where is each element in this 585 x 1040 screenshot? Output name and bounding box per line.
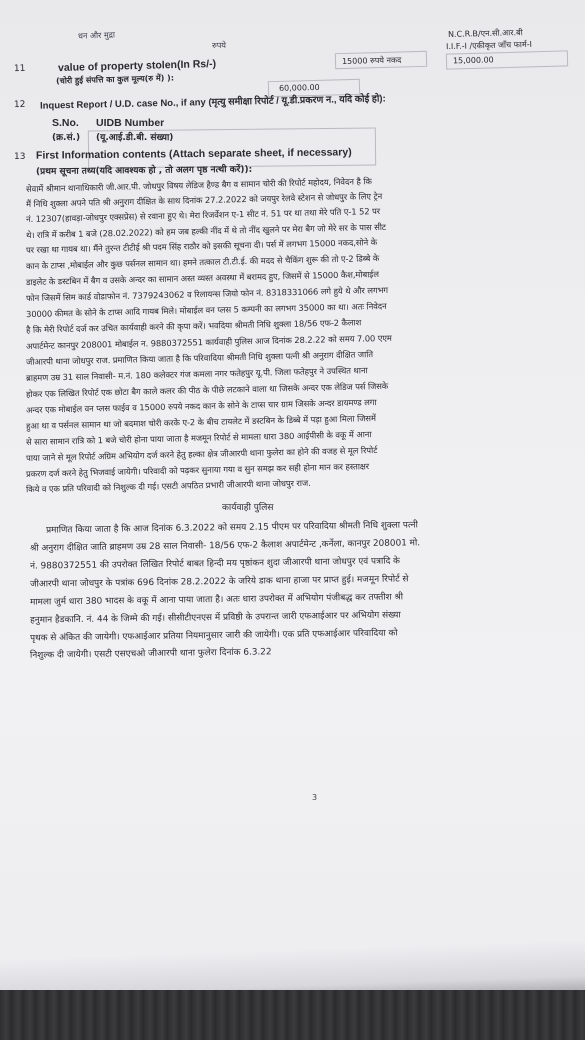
ncrb-top: N.C.R.B/एन.सी.आर.बी — [447, 28, 523, 39]
fir-line-9: 30000 कीमत के सोने के टाप्स आदि गायब मिले। मोबाईल वन प्लस 5 कम्पनी का लगभग 35000 का था। अतः निवेदन — [25, 300, 387, 320]
fir-line-11: अपार्टमेन्ट कानपुर 208001 मोबाईल न. 9880372551 कार्यवाही पुलिस आज दिनांक 28.2.22 को समय 7.00 एएम — [25, 332, 392, 352]
page-number: 3 — [312, 793, 318, 802]
rupees-label: रुपये — [211, 40, 227, 51]
sno-label-hi: (क्र.सं.) — [52, 133, 81, 143]
fir-line-17: से सारा सामान रात्रि को 1 बजे चोरी होना पाया जाता है मजमून रिपोर्ट से मामला धारा 380 आईपीसी के वकू में आना — [25, 429, 372, 447]
para2-line-7: पृथक से अंकित की जायेगी। एफआईआर प्रतिया नियमानुसार जारी की जायेगी। एक प्रति एफआईआर परिवादिया को — [29, 628, 398, 644]
fir-item-no: 13 — [14, 152, 26, 162]
fir-line-20: किये व एक प्रति परिवादी को निशुल्क दी गई। एसटी अपठित प्रभारी जीआरपी थाना जोधपुर राज. — [25, 477, 311, 495]
fir-line-16: हुआ था व पर्सनल सामान था जो बदमाश चोरी करके ए-2 के बीच टायलेट में डस्टबिन के डिब्बे में पड़ा हुआ मिला जिसमें — [25, 413, 376, 431]
fir-line-10: है कि मेरी रिपोर्ट दर्ज कर उचित कार्यवाही करने की कृपा करें। भवदिया श्रीमती निधि शुक्ला 18/56 एफ-2 कैलाश — [25, 317, 362, 335]
action-heading: कार्यवाही पुलिस — [222, 503, 274, 513]
property-value-label: value of property stolen(In Rs/-) — [57, 57, 217, 75]
para2-line-4: जीआरपी थाना जोधपुर के पत्रांक 696 दिनांक 28.2.2022 के जरिये डाक थाना हाजा पर प्राप्त हुई। मजमून रिपोर्ट से — [29, 574, 409, 590]
property-item-no: 11 — [13, 63, 26, 75]
cash-amount: 15000 रुपये नकद — [341, 55, 402, 67]
fir-line-19: प्रकरण दर्ज करने हेतु भिजवाई जायेगी। परिवादी को पढ़कर सुनाया गया व सुन समझ कर सही होना मान कर हस्ताक्षर — [25, 461, 370, 479]
fir-line-5: पर रखा था गायब था। मैंने तुरन्त टीटीई श्री पदम सिंह राठौर को इसकी सूचना दी। पर्स में लगभग 15000 नकद,सोने के — [25, 237, 378, 255]
fir-line-8: फोन जिसमें सिम कार्ड वोडाफोन नं. 7379243062 व रिलायन्स जियो फोन नं. 8318331066 लगे हुये थे और लगभग — [25, 284, 389, 304]
inquest-label: Inquest Report / U.D. case No., if any (मृत्यु समीक्षा रिपोर्ट / यू.डी.प्रकरण न., यदि कोई हो): — [39, 93, 386, 112]
para2-line-1: प्रमाणित किया जाता है कि आज दिनांक 6.3.2022 को समय 2.15 पीएम पर परिवादिया श्रीमती निधि शुक्ला पत्नी — [45, 520, 418, 536]
para2-line-2: श्री अनुराग दीक्षित जाति ब्राहमण उम्र 28 साल निवासी- 18/56 एफ-2 कैलाश अपार्टमेन्ट ,कर्नेला, कानपुर 208001 मो. — [29, 538, 421, 554]
fir-line-4: थे। रात्रि में करीब 1 बजे (28.02.2022) को हम जब हल्की नींद में थे तो नींद खुलने पर मेरा बैग जो मेरे सर के पास सीट — [25, 221, 387, 241]
uidb-label-hi: (यू.आई.डी.बी. संख्या) — [96, 133, 174, 143]
fir-line-2: मैं निधि शुक्ला अपने पति श्री अनुराग दीक्षित के साथ दिनांक 27.2.2022 को जयपुर रेलवे स्टेशन से जोधपुर के लिए ट्रेन — [25, 190, 383, 210]
uidb-label: UIDB Number — [96, 117, 165, 129]
fir-line-13: ब्राहमण उम्र 31 साल निवासी- म.नं. 180 कलेक्टर गंज कमला नगर फतेहपुर यू.पी. जिला फतेहपुर ने उपस्थित थाना — [25, 365, 368, 383]
fir-line-12: जीआरपी थाना जोधपुर राज. प्रमाणित किया जाता है कि परिवादिया श्रीमती निधि शुक्ला पत्नी श्री अनुराग दीक्षित जाति — [25, 349, 374, 367]
property-value-amount: 60,000.00 — [278, 82, 320, 93]
fir-line-3: नं. 12307(हावड़ा-जोधपुर एक्सप्रेस) से रवाना हुए थे। मेरा रिजर्वेशन ए-1 सीट नं. 51 पर था तथा मेरे पति ए-1 52 पर — [25, 205, 381, 225]
cash-amount-right: 15,000.00 — [452, 55, 494, 66]
para2-line-5: मामला जुर्म धारा 380 भादस के वकू में आना पाया जाता है। अतः धारा उपरोक्त में अभियोग पंजीबद्ध कर तफ्तीश श्री — [29, 592, 404, 608]
inquest-item-no: 12 — [13, 99, 26, 111]
para2-line-6: हनुमान हैडकानि. नं. 44 के जिम्मे की गई। सीसीटीएनएस में प्रविष्ठी के उपरान्त जारी एफआईआर पर अभियोग संख्या — [29, 610, 401, 626]
fir-title: First Information contents (Attach separate sheet, if necessary) — [35, 146, 352, 162]
sno-label: S.No. — [52, 117, 79, 129]
para2-line-8: निशुल्क दी जायेगी। एसटी एसएचओ जीआरपी थाना फुलेरा दिनांक 6.3.22 — [29, 647, 272, 661]
para2-line-3: नं. 9880372551 की उपरोक्त लिखित रिपोर्ट बाबत हिन्दी मय पृष्ठांकन शुदा जीआरपी थाना जोधपुर एवं पत्रादि के — [29, 556, 400, 572]
money-label: धन और मुद्रा — [77, 30, 116, 41]
fir-line-6: कान के टाप्स ,मोबाईल और कुछ पर्सनल सामान था। हमने तत्काल टी.टी.ई. की मदद से चैकिंग शुरू की तो ए-2 डिब्बे के — [25, 252, 380, 272]
fir-line-18: पाया जाने से मूल रिपोर्ट अग्रिम अभियोग दर्ज करने हेतु हल्का क्षेत्र जीआरपी थाना फुलेरा का होने की वजह से मूल रिपोर्ट — [25, 445, 378, 463]
fir-line-14: होकर एक लिखित रिपोर्ट एक छोटा बैग काले कलर की पीठ के पीछे लटकाने वाला था जिसके अन्दर एक लेडिज पर्स जिसके — [25, 380, 389, 400]
fir-line-7: डाइलेट के डस्टबिन में बैग व उसके अन्दर का सामान अस्त व्यस्त अवस्था में बरामद हुए, जिसमें से 15000 कैश,मोबाईल — [25, 268, 379, 288]
fir-line-15: अन्दर एक मोबाईल वन प्लस फाईव व 15000 रुपये नकद कान के सोने के टाप्स चार ग्राम जिसके अन्दर डायमण्ड लगा — [25, 397, 377, 415]
fir-title-hi: (प्रथम सूचना तथ्य(यदि आवश्यक हो , तो अलग पृष्ठ नत्थी करें)): — [35, 164, 253, 178]
ncrb-bottom: I.I.F.-I /एकीकृत जाँच फार्म-I — [445, 39, 533, 52]
fir-line-1: सेवामें श्रीमान थानाधिकारी जी.आर.पी. जोधपुर विषय लेडिज हैण्ड बैग व सामान चोरी की रिपोर्ट महोदय, निवेदन है कि — [25, 176, 372, 194]
cash-right-field — [446, 50, 568, 69]
property-value-label-hi: (चोरी हुई संपत्ति का कुल मूल्य(रु में) ): — [55, 73, 175, 86]
cash-field — [335, 51, 427, 69]
background-surface — [0, 990, 585, 1040]
